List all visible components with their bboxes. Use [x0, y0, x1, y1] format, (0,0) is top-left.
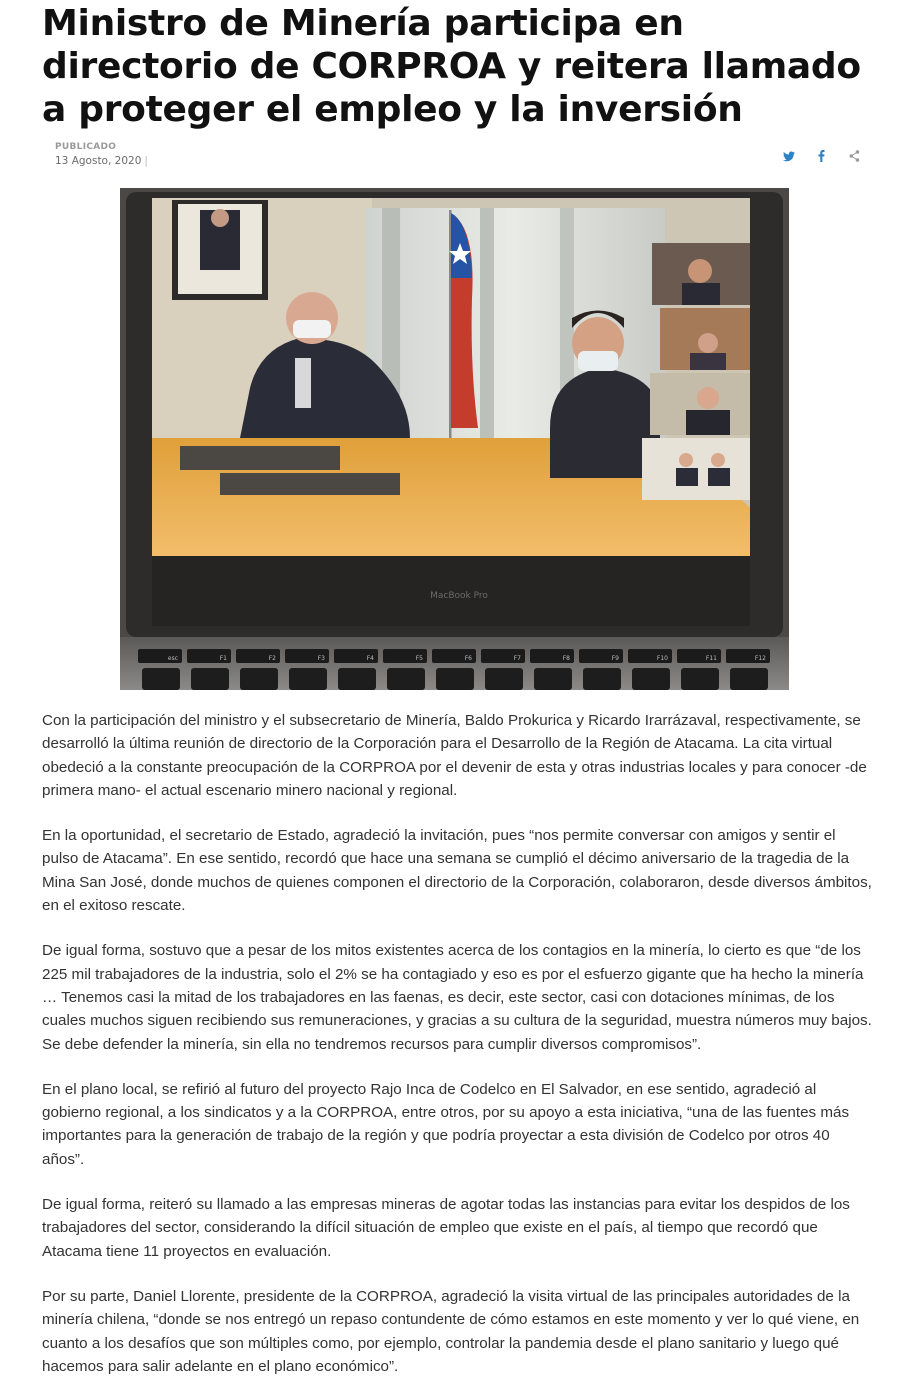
published-label: PUBLICADO — [55, 142, 117, 152]
keyboard-key-label: F4 — [366, 655, 374, 662]
keyboard-key — [681, 668, 719, 690]
keyboard-key — [583, 668, 621, 690]
keyboard-key-label: F5 — [415, 655, 423, 662]
keyboard-key — [191, 668, 229, 690]
publish-date-line — [55, 155, 148, 167]
keyboard-key-label: F8 — [562, 655, 570, 662]
paragraph-4: En el plano local, se refirió al futuro del proyecto Rajo Inca de Codelco en El Salvador, en ese sentido, agradeció al gobierno regional, a los sindicatos y a la CORPROA, entre otros, por su apoyo a esta iniciativa, “una de las fuentes más importantes para la generación de trabajo de la región y que podría proyectar a esta división de Codelco por otros 40 años”. — [42, 1080, 850, 1168]
keyboard-key — [387, 668, 425, 690]
share-icon[interactable] — [838, 148, 871, 164]
keyboard-key — [142, 668, 180, 690]
paragraph-6: Por su parte, Daniel Llorente, presidente de la CORPROA, agradeció la visita virtual de las principales autoridades de la minería chilena, “donde se nos entregó un repaso contundente de cómo estamos en este momento y ver lo qué viene, en cuanto a los desafíos que son múltiples como, por ejemplo, controlar la pandemia desde el plano sanitario y luego qué hacemos para salir adelante en el plano económico”. — [42, 1287, 860, 1375]
article-photo — [120, 188, 789, 690]
keyboard-key — [632, 668, 670, 690]
article-body — [42, 709, 872, 1400]
paragraph-5: De igual forma, reiteró su llamado a las empresas mineras de agotar todas las instancias para evitar los despidos de los trabajadores del sector, considerando la difícil situación de empleo que existe en el país, al tiempo que recordó que Atacama tiene 11 proyectos en evaluación. — [42, 1196, 850, 1260]
facebook-icon[interactable] — [805, 148, 838, 164]
keyboard-key — [730, 668, 768, 690]
keyboard-key-label: F10 — [656, 655, 668, 662]
paragraph-1: Con la participación del ministro y el subsecretario de Minería, Baldo Prokurica y Ricardo Irarrázaval, respectivamente, se desarrolló la última reunión de directorio de la Corporación para el Desarrollo de la Región de Atacama. La cita virtual obedeció a la constante preocupación de la CORPROA por el devenir de esta y otras industrias locales y para conocer -de primera mano- el actual escenario minero nacional y regional. — [42, 712, 867, 799]
keyboard-key — [240, 668, 278, 690]
share-bar — [772, 148, 871, 164]
keyboard-key-label: F7 — [513, 655, 521, 662]
keyboard-key-label: F12 — [754, 655, 766, 662]
publish-meta — [55, 142, 148, 167]
keyboard-key-label: F3 — [317, 655, 325, 662]
keyboard-key — [485, 668, 523, 690]
keyboard-key-label: F1 — [219, 655, 227, 662]
keyboard-key-label: F9 — [611, 655, 619, 662]
keyboard-key-label: F11 — [705, 655, 717, 662]
twitter-icon[interactable] — [772, 148, 805, 164]
paragraph-3: De igual forma, sostuvo que a pesar de los mitos existentes acerca de los contagios en la minería, lo cierto es que “de los 225 mil trabajadores de la industria, solo el 2% se ha contagiado y eso es por el esfuerzo gigante que ha hecho la minería … Tenemos casi la mitad de los trabajadores en las faenas, es decir, este sector, casi con dotaciones mínimas, de los cuales muchos siguen recibiendo sus remuneraciones, y gracias a su cultura de la seguridad, muestra números muy bajos. Se debe defender la minería, sin ella no tendremos recursos para cumplir diversos compromisos”. — [42, 942, 872, 1053]
keyboard-key — [338, 668, 376, 690]
article-title: Ministro de Minería participa en directorio de CORPROA y reitera llamado a proteger el empleo y la inversión — [42, 3, 861, 130]
keyboard-key — [534, 668, 572, 690]
publish-date: 13 Agosto, 2020 — [55, 155, 142, 167]
keyboard-key-label: F2 — [268, 655, 276, 662]
keyboard-key-label: esc — [167, 655, 178, 662]
keyboard-key-label: F6 — [464, 655, 472, 662]
laptop-brand-label: MacBook Pro — [430, 591, 488, 601]
keyboard-key — [436, 668, 474, 690]
laptop-videocall-illustration — [120, 188, 789, 690]
keyboard-key — [289, 668, 327, 690]
paragraph-2: En la oportunidad, el secretario de Estado, agradeció la invitación, pues “nos permite conversar con amigos y sentir el pulso de Atacama”. En ese sentido, recordó que hace una semana se cumplió el décimo aniversario de la tragedia de la Mina San José, donde muchos de quienes componen el directorio de la Corporación, colaboraron, desde diversos ámbitos, en el exitoso rescate. — [42, 827, 872, 915]
date-separator: | — [144, 155, 148, 167]
